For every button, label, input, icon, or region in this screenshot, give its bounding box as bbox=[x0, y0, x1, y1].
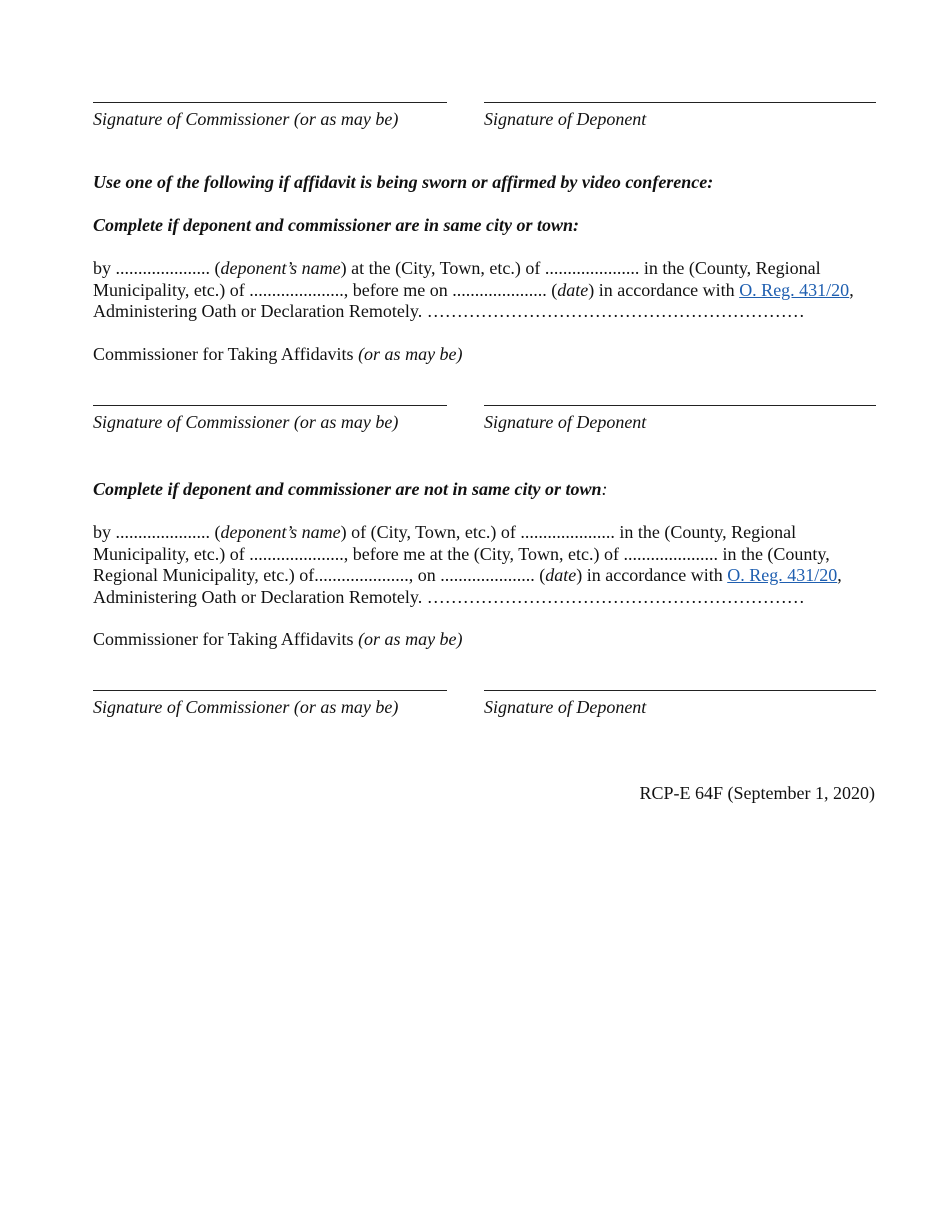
deponent-signature-label: Signature of Deponent bbox=[484, 697, 647, 717]
deponent-signature-line bbox=[484, 690, 876, 691]
same-city-paragraph bbox=[93, 258, 893, 323]
date-placeholder: date bbox=[545, 565, 577, 585]
date-placeholder: date bbox=[557, 279, 589, 300]
paragraph-line: by ..................... (deponent’s name) of (City, Town, etc.) of ..................... in the (County, Regional bbox=[93, 522, 797, 542]
o-reg-link[interactable]: O. Reg. 431/20 bbox=[739, 279, 850, 300]
same-city-heading: Complete if deponent and commissioner are in same city or town: bbox=[93, 215, 579, 235]
form-identifier: RCP-E 64F (September 1, 2020) bbox=[639, 783, 875, 803]
paragraph-line: Municipality, etc.) of ....................., before me on ..................... (date) in accordance with O. Reg. 431/20, bbox=[93, 279, 854, 300]
commissioner-signature-line bbox=[93, 405, 447, 406]
signature-block-not-same-city bbox=[93, 690, 876, 730]
deponent-signature-label: Signature of Deponent bbox=[484, 412, 647, 432]
commissioner-signature-line bbox=[93, 690, 447, 691]
not-same-city-paragraph bbox=[93, 522, 893, 608]
deponent-name-placeholder: deponent’s name bbox=[220, 258, 341, 278]
signature-block-top bbox=[93, 102, 876, 142]
video-conference-heading: Use one of the following if affidavit is being sworn or affirmed by video conference: bbox=[93, 172, 714, 192]
deponent-name-placeholder: deponent’s name bbox=[220, 522, 341, 542]
commissioner-title: Commissioner for Taking Affidavits (or as may be) bbox=[93, 344, 463, 364]
deponent-signature-label: Signature of Deponent bbox=[484, 109, 647, 129]
deponent-signature-line bbox=[484, 102, 876, 103]
commissioner-signature-line bbox=[93, 102, 447, 103]
commissioner-signature-label: Signature of Commissioner (or as may be) bbox=[93, 697, 399, 717]
signature-block-same-city bbox=[93, 405, 876, 445]
paragraph-line: Administering Oath or Declaration Remotely. ……………………………………………………… bbox=[93, 301, 805, 321]
commissioner-title: Commissioner for Taking Affidavits (or as may be) bbox=[93, 629, 463, 649]
commissioner-signature-label: Signature of Commissioner (or as may be) bbox=[93, 412, 399, 432]
not-same-city-heading: Complete if deponent and commissioner are not in same city or town: bbox=[93, 479, 608, 499]
o-reg-link[interactable]: O. Reg. 431/20 bbox=[727, 565, 838, 585]
paragraph-line: Municipality, etc.) of ....................., before me at the (City, Town, etc.) of ..................... in the (County, bbox=[93, 543, 830, 564]
commissioner-signature-label: Signature of Commissioner (or as may be) bbox=[93, 109, 399, 129]
paragraph-line: by ..................... (deponent’s name) at the (City, Town, etc.) of ..................... in the (County, Regional bbox=[93, 258, 821, 278]
paragraph-line: Administering Oath or Declaration Remotely. ……………………………………………………… bbox=[93, 586, 805, 607]
paragraph-line: Regional Municipality, etc.) of....................., on ..................... (date) in accordance with O. Reg. 431/20, bbox=[93, 565, 842, 585]
deponent-signature-line bbox=[484, 405, 876, 406]
